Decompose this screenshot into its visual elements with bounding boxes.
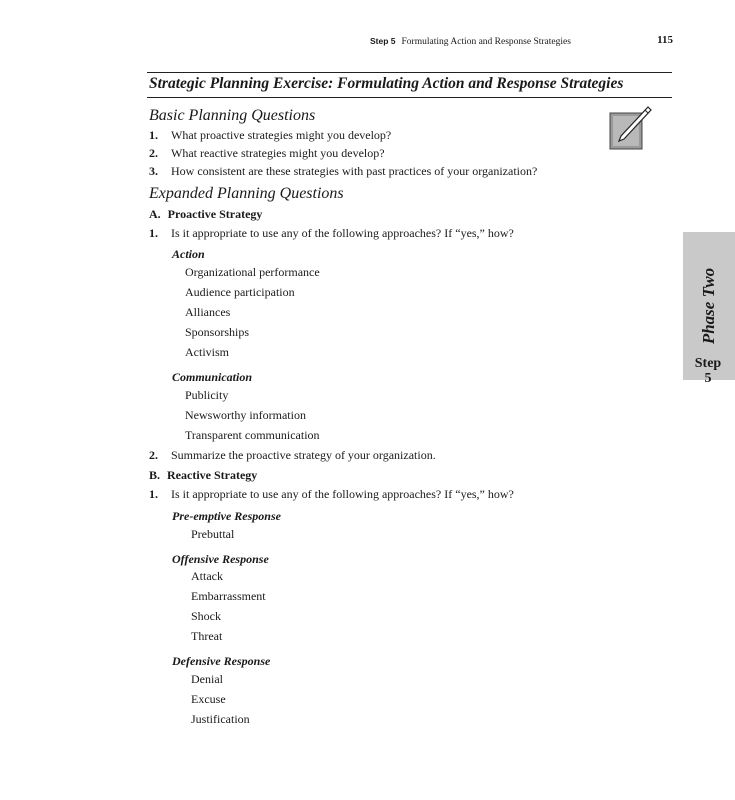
section-b-heading [149, 468, 257, 483]
question-number: 1. [149, 226, 158, 240]
exercise-title: Strategic Planning Exercise: Formulating Action and Response Strategies [149, 75, 624, 92]
question-text: Is it appropriate to use any of the following approaches? If “yes,” how? [171, 487, 514, 501]
list-item: Publicity [185, 388, 229, 402]
question-number: 1. [149, 487, 158, 501]
side-step-marker [690, 356, 726, 386]
phase-label: Phase Two [699, 267, 718, 345]
question-number: 2. [149, 448, 158, 462]
question-text: What reactive strategies might you develop? [171, 146, 385, 160]
question-number: 1. [149, 128, 158, 142]
header-chapter-title: Formulating Action and Response Strategies [401, 37, 571, 47]
list-item: Transparent communication [185, 428, 320, 442]
pencil-icon [608, 105, 652, 151]
header-step-label: Step 5 [370, 36, 396, 46]
list-item: Attack [191, 569, 223, 583]
list-item: Activism [185, 345, 229, 359]
side-step-number: 5 [704, 371, 712, 386]
question-text: What proactive strategies might you develop? [171, 128, 392, 142]
list-item: Prebuttal [191, 527, 235, 541]
basic-questions-heading: Basic Planning Questions [149, 107, 316, 124]
section-a-heading [149, 207, 262, 222]
question-number: 2. [149, 146, 158, 160]
section-a-letter: A. [149, 207, 161, 221]
list-item: Audience participation [185, 285, 295, 299]
list-item: Denial [191, 672, 223, 686]
section-b-title: Reactive Strategy [167, 468, 258, 482]
list-item: Threat [191, 629, 223, 643]
list-item: Alliances [185, 305, 231, 319]
question-number: 3. [149, 164, 158, 178]
category-communication: Communication [172, 370, 253, 384]
expanded-questions-heading: Expanded Planning Questions [149, 185, 344, 202]
side-step-word: Step [694, 356, 722, 371]
title-rule-top [147, 72, 672, 73]
list-item: Embarrassment [191, 589, 266, 603]
list-item: Newsworthy information [185, 408, 306, 422]
category-offensive-response: Offensive Response [172, 552, 269, 566]
category-action: Action [172, 247, 205, 261]
list-item: Organizational performance [185, 265, 320, 279]
list-item: Sponsorships [185, 325, 250, 339]
list-item: Excuse [191, 692, 226, 706]
title-rule-bottom [147, 97, 672, 98]
list-item: Justification [191, 712, 250, 726]
question-text: Summarize the proactive strategy of your organization. [171, 448, 436, 462]
section-b-letter: B. [149, 468, 161, 482]
list-item: Shock [191, 609, 221, 623]
page-number: 115 [657, 34, 673, 46]
category-defensive-response: Defensive Response [172, 654, 271, 668]
question-text: Is it appropriate to use any of the following approaches? If “yes,” how? [171, 226, 514, 240]
section-a-title: Proactive Strategy [167, 207, 263, 221]
question-text: How consistent are these strategies with past practices of your organization? [171, 164, 538, 178]
running-header [370, 36, 571, 47]
category-pre-emptive-response: Pre-emptive Response [172, 509, 281, 523]
